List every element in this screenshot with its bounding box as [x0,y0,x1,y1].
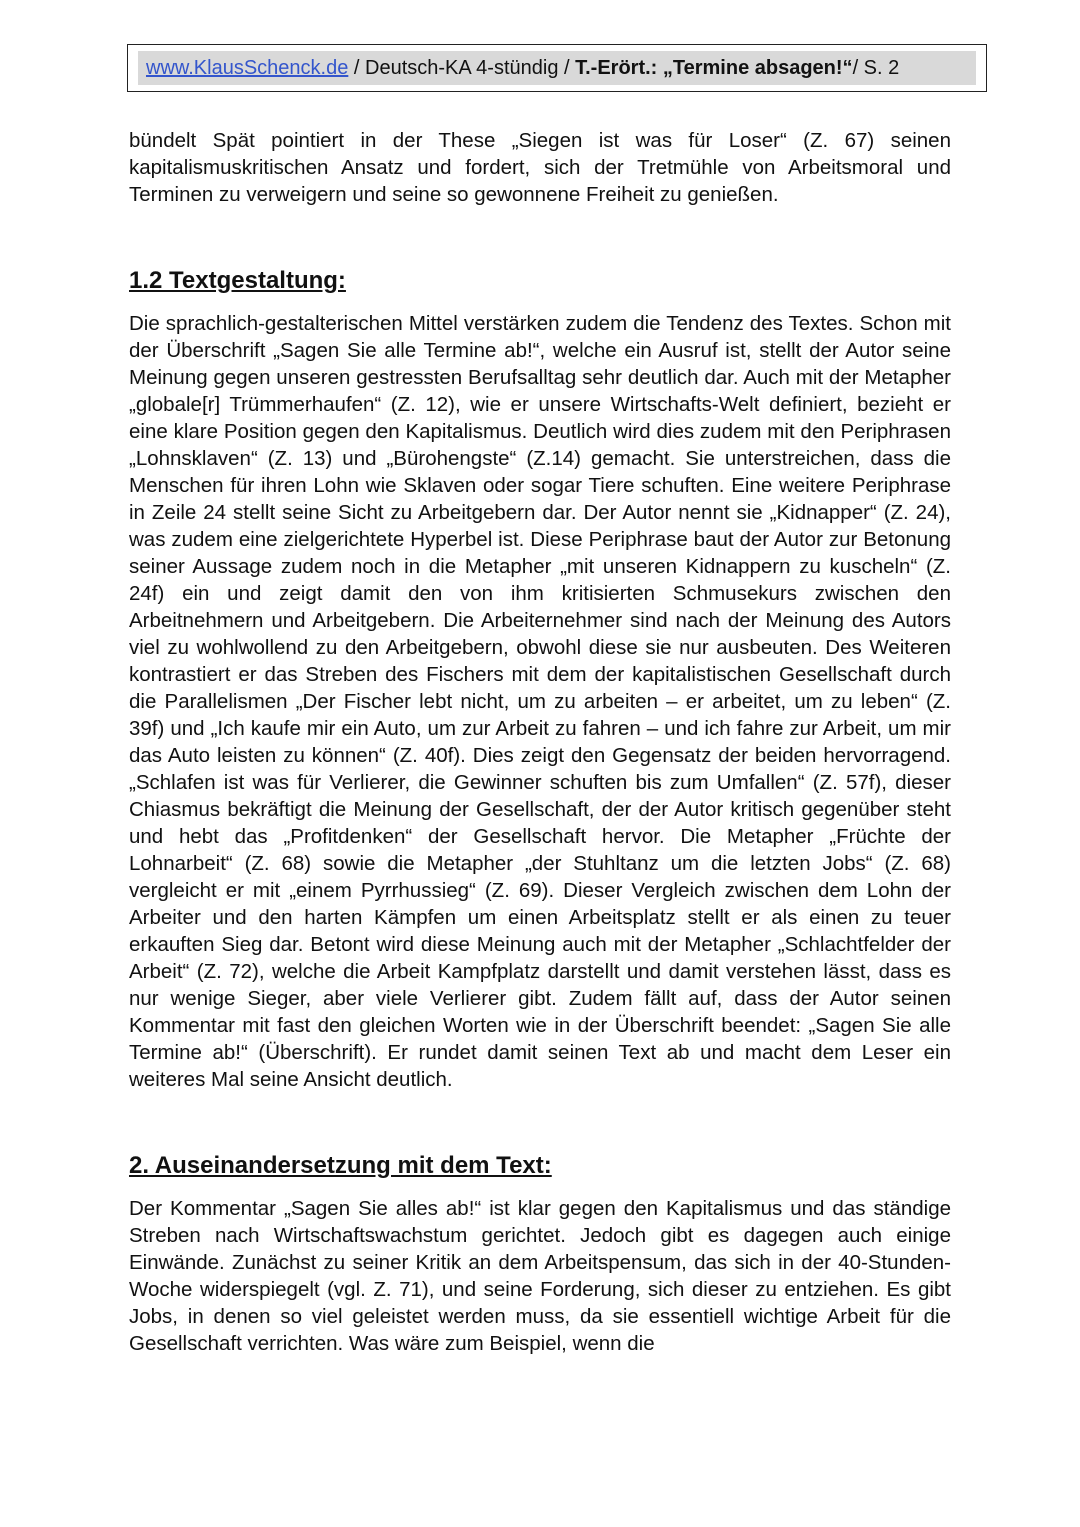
textgestaltung-paragraph: Die sprachlich-gestalterischen Mittel verstärken zudem die Tendenz des Textes. Schon mit der Überschrift „Sagen Sie alle Termine ab!“, welche ein Ausruf ist, stellt der Autor seine Meinung gegen unseren gestressten Berufsalltag sehr deutlich dar. Auch mit der Metapher „globale[r] Trümmerhaufen“ (Z. 12), wie er unsere Wirtschafts-Welt definiert, bezieht er eine klare Position gegen den Kapitalismus. Deutlich wird dies zudem mit den Periphrasen „Lohnsklaven“ (Z. 13) und „Bürohengste“ (Z.14) gemacht. Sie unterstreichen, dass die Menschen für ihren Lohn wie Sklaven oder sogar Tiere schuften. Eine weitere Periphrase in Zeile 24 stellt seine Sicht zu Arbeitgebern dar. Der Autor nennt sie „Kidnapper“ (Z. 24), was zudem eine zielgerichtete Hyperbel ist. Diese Periphrase baut der Autor zur Betonung seiner Aussage zudem noch in die Metapher „mit unseren Kidnappern zu kuscheln“ (Z. 24f) ein und zeigt damit den von ihm kritisierten Schmusekurs zwischen den Arbeitnehmern und Arbeitgebern. Die Arbeiternehmer sind nach der Meinung des Autors viel zu wohlwollend zu den Arbeitgebern, obwohl diese sie nur ausbeuten. Des Weiteren kontrastiert er das Streben des Fischers mit dem der kapitalistischen Gesellschaft durch die Parallelismen „Der Fischer lebt nicht, um zu arbeiten – er arbeitet, um zu leben“ (Z. 39f) und „Ich kaufe mir ein Auto, um zur Arbeit zu fahren – und ich fahre zur Arbeit, um mir das Auto leisten zu können“ (Z. 40f). Dies zeigt den Gegensatz der beiden hervorragend. „Schlafen ist was für Verlierer, die Gewinner schuften bis zum Umfallen“ (Z. 57f), dieser Chiasmus bekräftigt die Meinung der Gesellschaft, der der Autor kritisch gegenüber steht und hebt das „Profitdenken“ der Gesellschaft hervor. Die Metapher „Früchte der Lohnarbeit“ (Z. 68) sowie die Metapher „der Stuhltanz um die letzten Jobs“ (Z. 68) vergleicht er mit „einem Pyrrhussieg“ (Z. 69). Dieser Vergleich zwischen dem Lohn der Arbeiter und den harten Kämpfen um einen Arbeitsplatz stellt er als einen zu teuer erkauften Sieg dar. Betont wird diese Meinung auch mit der Metapher „Schlachtfelder der Arbeit“ (Z. 72), welche die Arbeit Kampfplatz darstellt und damit verstehen lässt, dass es nur wenige Sieger, aber viele Verlierer gibt. Zudem fällt auf, dass der Autor seinen Kommentar mit fast den gleichen Worten wie in der Überschrift beendet: „Sagen Sie alle Termine ab!“ (Überschrift). Er rundet damit seinen Text ab und macht dem Leser ein weiteres Mal seine Ansicht deutlich. [129,312,951,1091]
header-course: / Deutsch-KA 4-stündig / [348,57,576,79]
header-title: T.-Erört.: „Termine absagen!“ [575,57,853,79]
intro-paragraph: bündelt Spät pointiert in der These „Siegen ist was für Loser“ (Z. 67) seinen kapitalismuskritischen Ansatz und fordert, sich der Tretmühle von Arbeitsmoral und Terminen zu verweigern und seine so gewonnene Freiheit zu genießen. [129,129,951,206]
section-heading-textgestaltung: 1.2 Textgestaltung: [129,267,346,294]
website-link[interactable]: www.KlausSchenck.de [146,57,349,79]
document-body [129,127,951,1357]
header-page-number: / S. 2 [852,57,900,79]
section-heading-auseinandersetzung: 2. Auseinandersetzung mit dem Text: [129,1152,552,1179]
page-header [127,44,987,92]
auseinandersetzung-paragraph: Der Kommentar „Sagen Sie alles ab!“ ist klar gegen den Kapitalismus und das ständige Streben nach Wirtschaftswachstum gerichtet. Jedoch gibt es dagegen auch einige Einwände. Zunächst zu seiner Kritik an dem Arbeitspensum, das sich in der 40-Stunden-Woche widerspiegelt (vgl. Z. 71), und seine Forderung, sich dieser zu entziehen. Es gibt Jobs, in denen so viel geleistet werden muss, da sie essentiell wichtige Arbeit für die Gesellschaft verrichten. Was wäre zum Beispiel, wenn die [129,1197,951,1355]
header-bar [138,51,976,85]
